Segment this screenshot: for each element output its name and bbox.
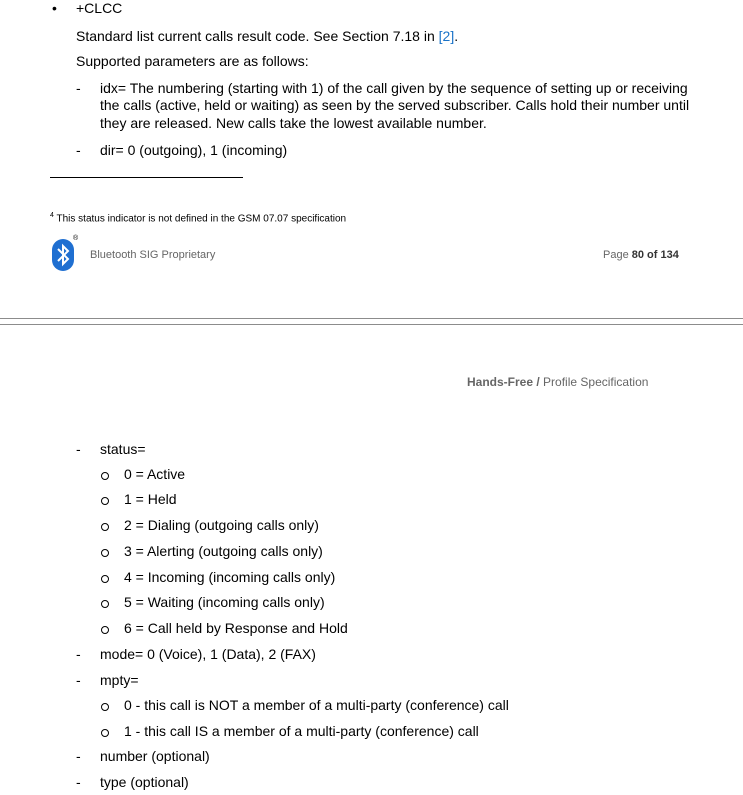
type-param: type (optional) xyxy=(100,774,189,790)
header-rest: Profile Specification xyxy=(543,375,649,389)
description-text: Standard list current calls result code. See Section 7.18 in xyxy=(76,28,439,44)
circle-bullet-icon xyxy=(101,600,109,608)
dash: - xyxy=(76,672,81,688)
number-param: number (optional) xyxy=(100,748,210,764)
circle-bullet-icon xyxy=(101,575,109,583)
circle-bullet-icon xyxy=(101,497,109,505)
circle-bullet-icon xyxy=(101,472,109,480)
status-param: status= xyxy=(100,441,146,457)
mpty-item: 1 - this call IS a member of a multi-party (conference) call xyxy=(124,723,479,739)
page-header xyxy=(467,375,648,389)
page-separator xyxy=(0,318,743,319)
footnote-text: This status indicator is not defined in the GSM 07.07 specification xyxy=(53,213,347,225)
status-item: 3 = Alerting (outgoing calls only) xyxy=(124,543,323,559)
page-number xyxy=(603,249,679,261)
status-item: 0 = Active xyxy=(124,466,186,482)
registered-mark: ® xyxy=(73,235,79,242)
dir-param: dir= 0 (outgoing), 1 (incoming) xyxy=(100,142,288,158)
clcc-title: +CLCC xyxy=(76,0,123,16)
page-separator xyxy=(0,324,743,325)
footnote-number: 4 xyxy=(50,212,54,219)
idx-line-3: they are released. New calls take the lowest available number. xyxy=(100,115,487,131)
circle-bullet-icon xyxy=(101,626,109,634)
circle-bullet-icon xyxy=(101,729,109,737)
footnote xyxy=(50,210,346,225)
clcc-description xyxy=(76,28,458,45)
mpty-item: 0 - this call is NOT a member of a multi-party (conference) call xyxy=(124,697,509,713)
circle-bullet-icon xyxy=(101,703,109,711)
idx-line-2: the calls (active, held or waiting) as seen by the served subscriber. Calls hold their number until xyxy=(100,97,690,113)
status-item: 4 = Incoming (incoming calls only) xyxy=(124,569,336,585)
status-item: 2 = Dialing (outgoing calls only) xyxy=(124,517,319,533)
page-total: 134 xyxy=(660,249,679,261)
mpty-param: mpty= xyxy=(100,672,139,688)
supported-params: Supported parameters are as follows: xyxy=(76,53,309,69)
status-item: 6 = Call held by Response and Hold xyxy=(124,620,348,636)
dash: - xyxy=(76,646,81,662)
dash: - xyxy=(76,774,81,790)
dash: - xyxy=(76,80,81,96)
header-sep: / xyxy=(533,375,544,389)
circle-bullet-icon xyxy=(101,523,109,531)
header-bold: Hands-Free xyxy=(467,375,534,389)
bullet: • xyxy=(52,0,57,16)
bluetooth-logo-icon xyxy=(52,239,74,271)
footnote-rule xyxy=(50,177,243,178)
page-label: Page xyxy=(603,249,632,261)
status-item: 1 = Held xyxy=(124,491,177,507)
footer-left: Bluetooth SIG Proprietary xyxy=(90,249,216,261)
mode-param: mode= 0 (Voice), 1 (Data), 2 (FAX) xyxy=(100,646,316,662)
description-end: . xyxy=(454,28,459,44)
page-of: of xyxy=(644,249,661,261)
dash: - xyxy=(76,748,81,764)
page-current: 80 xyxy=(631,249,644,261)
reference-link[interactable]: [2] xyxy=(438,28,455,44)
circle-bullet-icon xyxy=(101,549,109,557)
idx-line-1: idx= The numbering (starting with 1) of the call given by the sequence of setting up or receiving xyxy=(100,80,688,96)
dash: - xyxy=(76,441,81,457)
dash: - xyxy=(76,142,81,158)
status-item: 5 = Waiting (incoming calls only) xyxy=(124,594,325,610)
